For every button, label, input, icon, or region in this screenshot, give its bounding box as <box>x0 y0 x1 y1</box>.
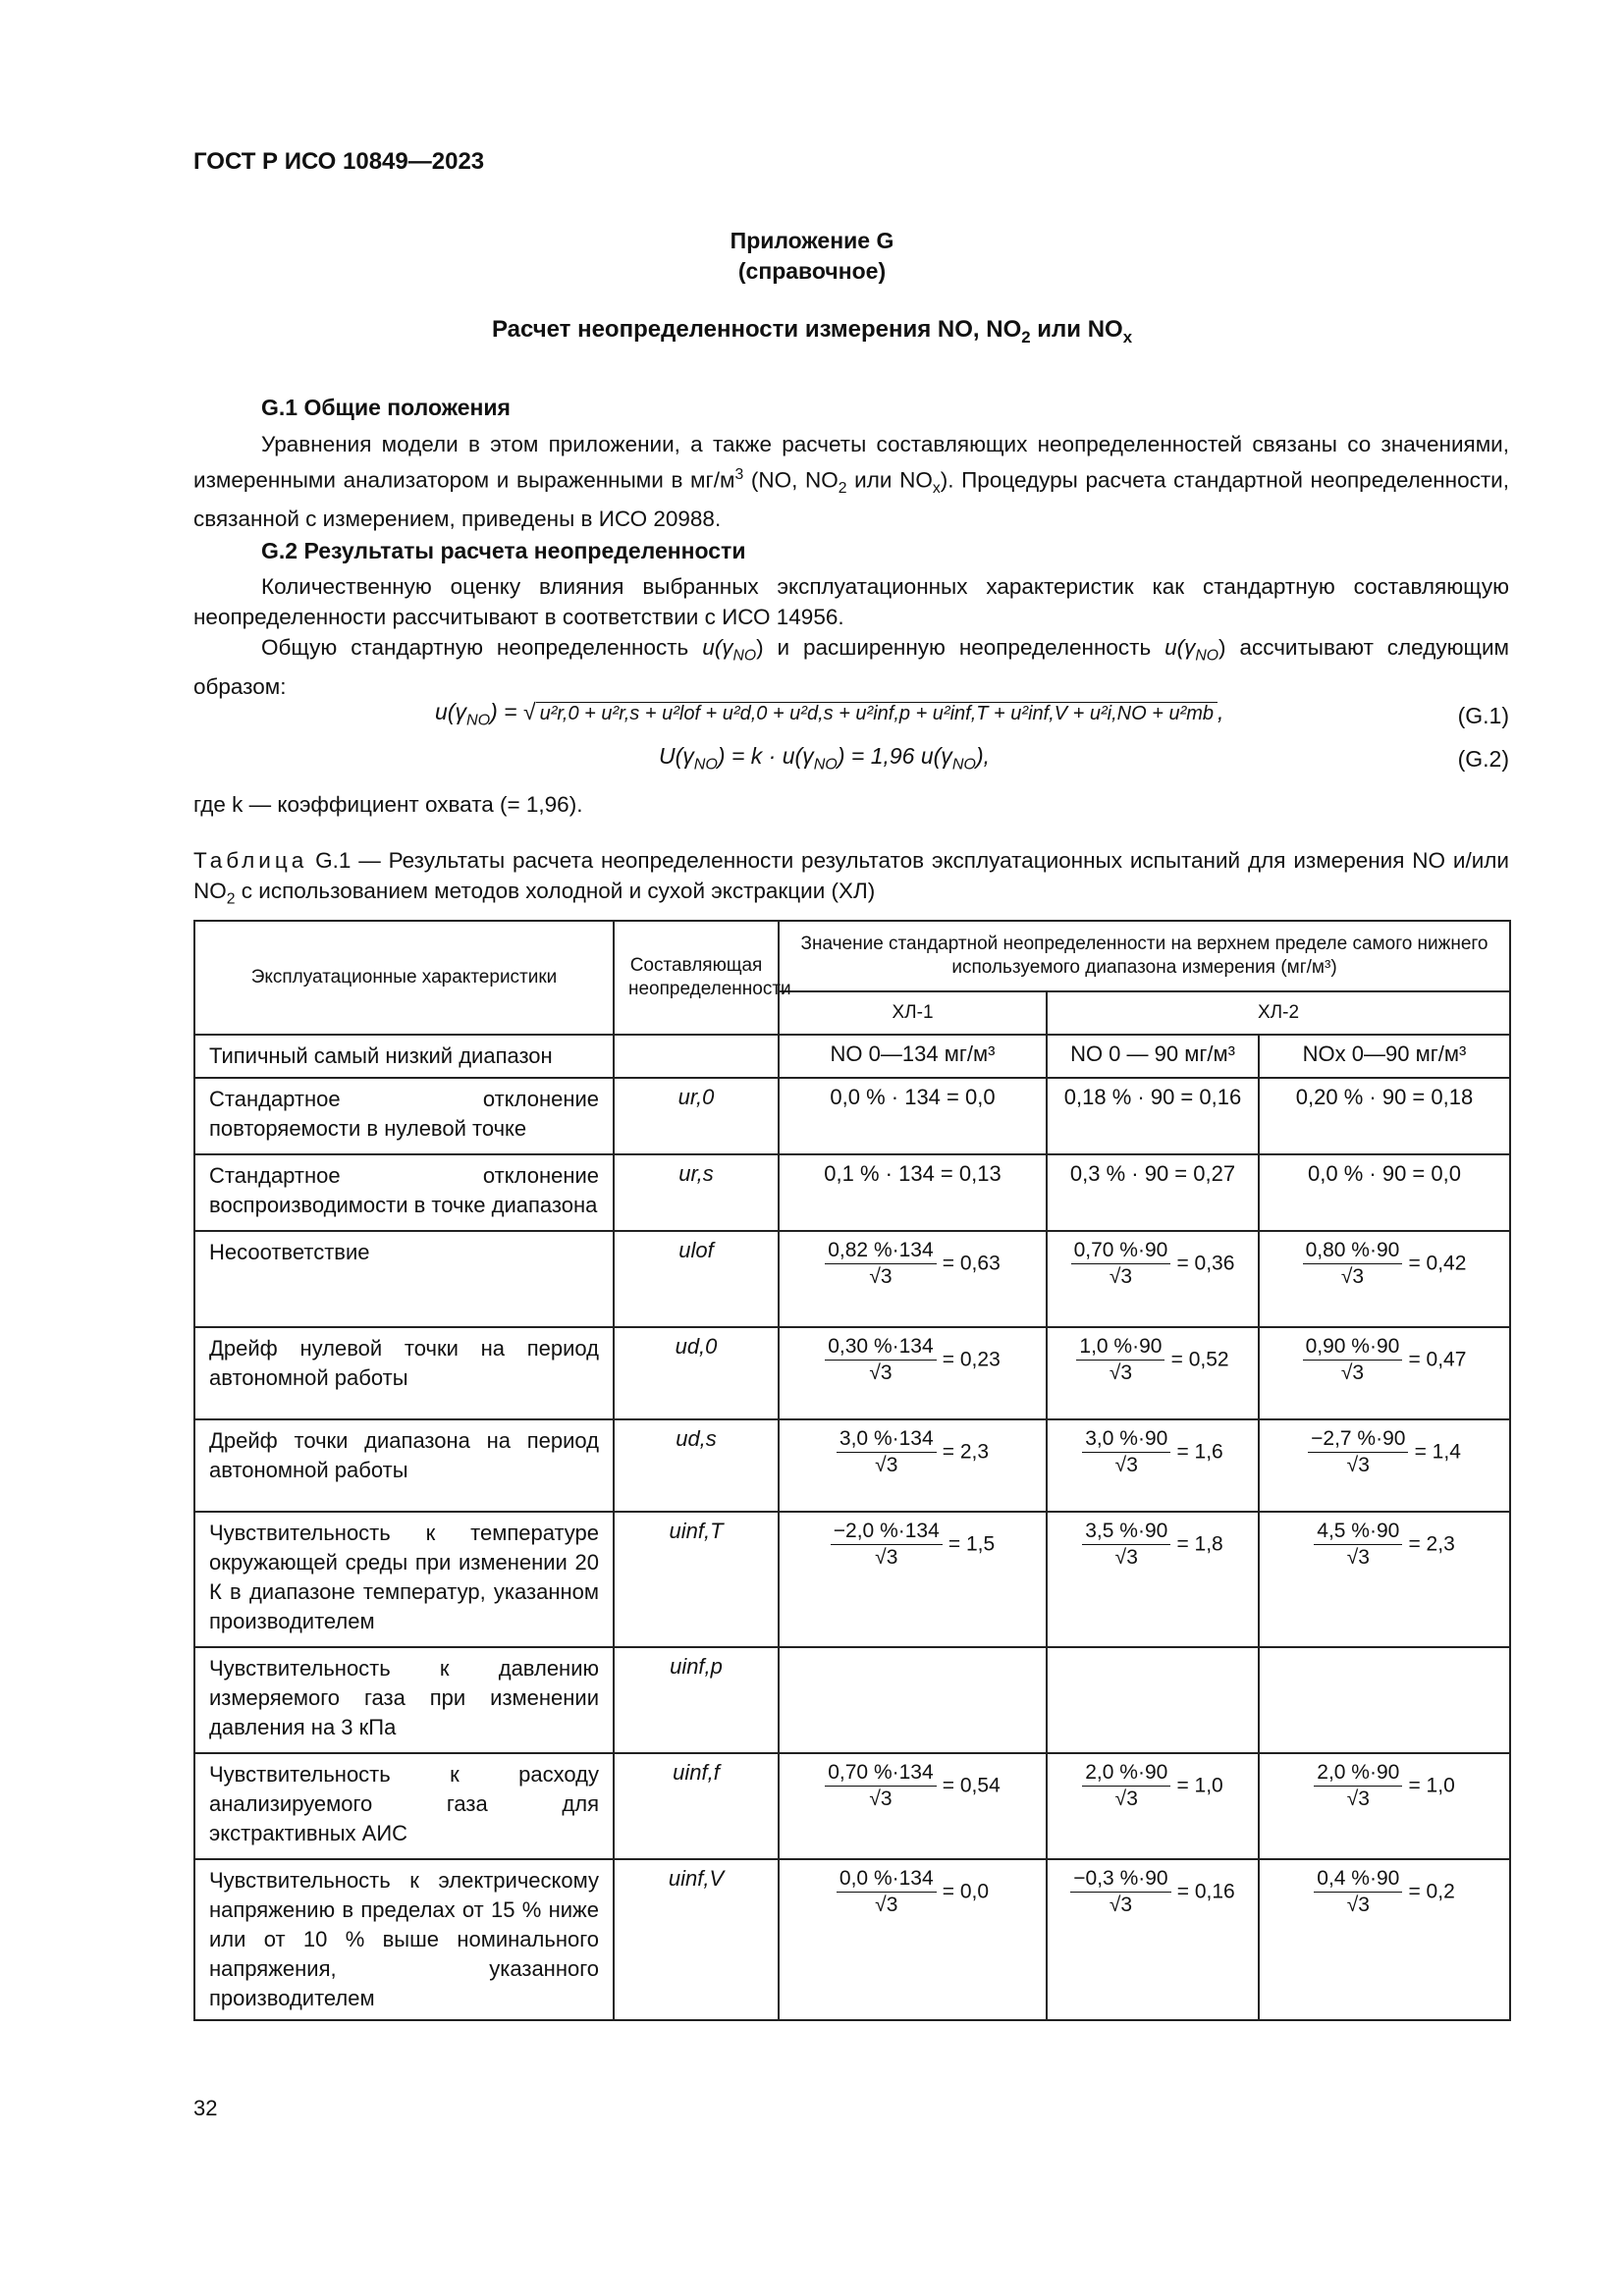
g2-d: ), <box>975 743 991 769</box>
row-component: ud,s <box>614 1419 779 1512</box>
results-table <box>193 920 1511 2021</box>
fraction <box>1308 1426 1408 1478</box>
caption-sub: 2 <box>226 890 236 908</box>
range-xl2-no: NO 0 — 90 мг/м³ <box>1047 1035 1259 1078</box>
row-value-1 <box>779 1231 1047 1327</box>
formula-g2 <box>659 743 990 774</box>
fraction <box>1314 1519 1402 1571</box>
row-characteristic: Стандартное отклонение воспроизводимости в точке диапазона <box>194 1154 614 1231</box>
table-row <box>194 1154 1510 1231</box>
row-value-3 <box>1259 1231 1510 1327</box>
row-component: uinf,p <box>614 1647 779 1753</box>
title-sub-x: x <box>1122 327 1133 347</box>
row-component: uinf,V <box>614 1859 779 2020</box>
fraction <box>837 1426 937 1478</box>
fraction <box>1070 1866 1170 1918</box>
formula-g1 <box>435 699 1223 730</box>
section-g2-heading: G.2 Результаты расчета неопределенности <box>261 538 746 563</box>
fraction-numerator: 3,0 %·134 <box>837 1426 937 1453</box>
fraction <box>1082 1519 1170 1571</box>
row-value-2: 0,3 % · 90 = 0,27 <box>1047 1154 1259 1231</box>
fraction-numerator: −2,7 %·90 <box>1308 1426 1408 1453</box>
row-value-3: 0,0 % · 90 = 0,0 <box>1259 1154 1510 1231</box>
g2-a: U(γ <box>659 743 694 769</box>
appendix-heading <box>0 226 1624 287</box>
section-g1-heading: G.1 Общие положения <box>261 395 511 420</box>
fraction-result: = 0,54 <box>942 1774 1001 1797</box>
row-value-2 <box>1047 1512 1259 1647</box>
g2-sub3: NO <box>951 755 976 774</box>
fraction-numerator: 0,80 %·90 <box>1303 1238 1403 1264</box>
header-xl2: ХЛ-2 <box>1047 991 1510 1035</box>
fraction-result: = 0,0 <box>942 1880 990 1903</box>
appendix-label: Приложение G <box>730 228 894 253</box>
fraction-denominator-sqrt3: √3 <box>869 1788 893 1810</box>
main-title <box>0 316 1624 347</box>
fraction-result: = 1,0 <box>1176 1774 1223 1797</box>
title-text-b: или NO <box>1030 316 1123 343</box>
g2-sub2: NO <box>813 755 838 774</box>
fraction-numerator: 0,70 %·90 <box>1071 1238 1171 1264</box>
fraction-numerator: 1,0 %·90 <box>1076 1334 1164 1361</box>
fraction <box>1082 1426 1170 1478</box>
appendix-kind: (справочное) <box>737 258 887 284</box>
row-value-2 <box>1047 1753 1259 1859</box>
fraction-result: = 0,2 <box>1408 1880 1455 1903</box>
table-row <box>194 1859 1510 2020</box>
fraction <box>1314 1866 1402 1918</box>
row-value-1 <box>779 1512 1047 1647</box>
g1-sub-2: 2 <box>838 480 847 497</box>
fraction-numerator: −0,3 %·90 <box>1070 1866 1170 1893</box>
title-text-a: Расчет неопределенности измерения NO, NO <box>491 316 1022 343</box>
fraction <box>1076 1334 1164 1386</box>
fraction-denominator-sqrt3: √3 <box>1340 1265 1365 1288</box>
row-value-2 <box>1047 1647 1259 1753</box>
section-g1-text <box>193 429 1509 534</box>
g1-close: ) = <box>490 699 523 724</box>
fraction-numerator: 0,90 %·90 <box>1303 1334 1403 1361</box>
table-row-range <box>194 1035 1510 1078</box>
fraction-result: = 0,63 <box>942 1252 1001 1275</box>
fraction-denominator-sqrt3: √3 <box>1114 1788 1138 1810</box>
g1-sub-x: x <box>932 480 941 497</box>
fraction-denominator-sqrt3: √3 <box>1340 1362 1365 1384</box>
row-characteristic: Чувствительность к электрическому напряжению в пределах от 15 % ниже или от 10 % выше номинального напряжения, указанного производителем <box>194 1859 614 2020</box>
fraction-numerator: 0,82 %·134 <box>825 1238 936 1264</box>
row-value-2 <box>1047 1327 1259 1419</box>
fraction-result: = 1,6 <box>1176 1440 1223 1464</box>
row-value-1 <box>779 1753 1047 1859</box>
row-value-1 <box>779 1647 1047 1753</box>
fraction-result: = 1,4 <box>1414 1440 1461 1464</box>
row-value-1 <box>779 1859 1047 2020</box>
g1-text-d: ). Процедуры расчета стандартной неопределенности, связанной с измерением, приведены в ИСО 20988. <box>193 467 1509 531</box>
row-value-3 <box>1259 1647 1510 1753</box>
fraction-denominator-sqrt3: √3 <box>1346 1546 1370 1569</box>
g1-terms: u²r,0 + u²r,s + u²lof + u²d,0 + u²d,s + u²inf,p + u²inf,T + u²inf,V + u²i,NO + u²mb <box>536 702 1218 724</box>
fraction-denominator-sqrt3: √3 <box>875 1894 898 1916</box>
fraction <box>825 1238 936 1290</box>
table-row <box>194 1078 1510 1154</box>
header-value: Значение стандартной неопределенности на верхнем пределе самого нижнего используемого диапазона измерения (мг/м³) <box>779 921 1510 991</box>
row-component: ulof <box>614 1231 779 1327</box>
range-xl2-nox: NOx 0—90 мг/м³ <box>1259 1035 1510 1078</box>
g2-p2-u2: u(γ <box>1164 635 1196 660</box>
g2-p2-no1: NO <box>732 647 757 665</box>
row-value-3 <box>1259 1512 1510 1647</box>
fraction-denominator-sqrt3: √3 <box>875 1546 898 1569</box>
row-value-3 <box>1259 1753 1510 1859</box>
g1-sup-3: 3 <box>734 466 744 483</box>
fraction <box>825 1760 936 1812</box>
section-g2-p2 <box>193 632 1509 702</box>
g2-p2-b: ) и расширенную неопределенность <box>756 635 1165 660</box>
row-value-2: 0,18 % · 90 = 0,16 <box>1047 1078 1259 1154</box>
fraction-result: = 1,8 <box>1176 1532 1223 1556</box>
fraction-numerator: 3,0 %·90 <box>1082 1426 1170 1453</box>
row-characteristic: Чувствительность к температуре окружающей среды при изменении 20 К в диапазоне температур, указанном производителем <box>194 1512 614 1647</box>
fraction <box>1082 1760 1170 1812</box>
caption-text-b: с использованием методов холодной и сухой экстракции (ХЛ) <box>235 879 876 903</box>
fraction-result: = 0,47 <box>1408 1348 1467 1371</box>
row-component: ur,s <box>614 1154 779 1231</box>
fraction-numerator: 0,70 %·134 <box>825 1760 936 1787</box>
fraction-result: = 0,42 <box>1408 1252 1467 1275</box>
g2-p2-a: Общую стандартную неопределенность <box>261 635 703 660</box>
g2-b: ) = k · u(γ <box>717 743 814 769</box>
fraction-numerator: 2,0 %·90 <box>1082 1760 1170 1787</box>
caption-text-a: G.1 — Результаты расчета неопределенности результатов эксплуатационных испытаний для измерения NO и/или NO <box>193 848 1509 903</box>
row-characteristic: Дрейф точки диапазона на период автономной работы <box>194 1419 614 1512</box>
fraction-denominator-sqrt3: √3 <box>1346 1894 1370 1916</box>
page-number: 32 <box>193 2096 218 2120</box>
fraction-denominator-sqrt3: √3 <box>1346 1788 1370 1810</box>
fraction-result: = 2,3 <box>942 1440 990 1464</box>
fraction-numerator: 4,5 %·90 <box>1314 1519 1402 1545</box>
range-label: Типичный самый низкий диапазон <box>194 1035 614 1078</box>
g2-p1-text: Количественную оценку влияния выбранных эксплуатационных характеристик как стандартную составляющую неопределенности рассчитывают в соответствии с ИСО 14956. <box>193 574 1509 629</box>
g1-text-a: Уравнения модели в этом приложении, а также расчеты составляющих неопределенностей связаны со значениями, измеренными анализатором и выраженными в мг/м <box>193 432 1509 493</box>
g1-lhs-sub: NO <box>465 711 491 729</box>
fraction-result: = 0,16 <box>1176 1880 1235 1903</box>
standard-header: ГОСТ Р ИСО 10849—2023 <box>193 148 485 175</box>
table-caption <box>193 845 1509 915</box>
row-value-2 <box>1047 1231 1259 1327</box>
row-characteristic: Стандартное отклонение повторяемости в нулевой точке <box>194 1078 614 1154</box>
fraction <box>1314 1760 1402 1812</box>
row-value-3: 0,20 % · 90 = 0,18 <box>1259 1078 1510 1154</box>
g1-text-c: или NO <box>846 467 933 493</box>
row-value-1 <box>779 1327 1047 1419</box>
fraction-result: = 0,36 <box>1176 1252 1235 1275</box>
fraction <box>1303 1238 1403 1290</box>
fraction-denominator-sqrt3: √3 <box>1346 1454 1370 1476</box>
fraction-result: = 2,3 <box>1408 1532 1455 1556</box>
row-value-3 <box>1259 1327 1510 1419</box>
fraction-denominator-sqrt3: √3 <box>869 1362 893 1384</box>
fraction-denominator-sqrt3: √3 <box>875 1454 898 1476</box>
row-component: uinf,f <box>614 1753 779 1859</box>
table-row <box>194 1647 1510 1753</box>
row-value-1: 0,1 % · 134 = 0,13 <box>779 1154 1047 1231</box>
table-row <box>194 1327 1510 1419</box>
formula-g1-number: (G.1) <box>1457 703 1509 728</box>
range-comp-empty <box>614 1035 779 1078</box>
row-component: ur,0 <box>614 1078 779 1154</box>
fraction-result: = 1,5 <box>947 1532 996 1556</box>
g2-p2-no2: NO <box>1195 647 1219 665</box>
row-value-2 <box>1047 1419 1259 1512</box>
fraction-denominator-sqrt3: √3 <box>1109 1894 1133 1916</box>
fraction <box>1303 1334 1403 1386</box>
sqrt-icon: √ <box>522 699 536 724</box>
g2-p2-u1: u(γ <box>702 635 733 660</box>
table-row <box>194 1753 1510 1859</box>
row-value-1: 0,0 % · 134 = 0,0 <box>779 1078 1047 1154</box>
formula-g2-number: (G.2) <box>1457 746 1509 772</box>
title-sub-2: 2 <box>1021 327 1031 347</box>
header-component: Составляющая неопределенности <box>614 921 779 1035</box>
table-row <box>194 1512 1510 1647</box>
fraction-numerator: 0,30 %·134 <box>825 1334 936 1361</box>
fraction-numerator: 0,0 %·134 <box>837 1866 937 1893</box>
header-xl1: ХЛ-1 <box>779 991 1047 1035</box>
row-component: uinf,T <box>614 1512 779 1647</box>
fraction-numerator: 0,4 %·90 <box>1314 1866 1402 1893</box>
fraction <box>831 1519 943 1571</box>
fraction-denominator-sqrt3: √3 <box>1109 1362 1133 1384</box>
row-characteristic: Чувствительность к расходу анализируемого газа для экстрактивных АИС <box>194 1753 614 1859</box>
table-row <box>194 1231 1510 1327</box>
table-row <box>194 1419 1510 1512</box>
section-g2-p1 <box>193 571 1509 632</box>
g2-p2-c: ) ассчитывают следующим образом: <box>193 635 1510 699</box>
row-characteristic: Чувствительность к давлению измеряемого газа при изменении давления на 3 кПа <box>194 1647 614 1753</box>
row-value-3 <box>1259 1419 1510 1512</box>
fraction-denominator-sqrt3: √3 <box>1114 1454 1138 1476</box>
fraction-result: = 0,52 <box>1170 1348 1229 1371</box>
caption-label: Таблица <box>193 848 308 873</box>
fraction-result: = 0,23 <box>942 1348 1001 1371</box>
g2-sub1: NO <box>693 755 718 774</box>
fraction <box>837 1866 937 1918</box>
g1-comma: , <box>1218 699 1224 724</box>
fraction-result: = 1,0 <box>1408 1774 1455 1797</box>
row-value-2 <box>1047 1859 1259 2020</box>
where-clause: где k — коэффициент охвата (= 1,96). <box>193 792 583 817</box>
fraction <box>825 1334 936 1386</box>
g2-c: ) = 1,96 u(γ <box>837 743 952 769</box>
fraction-denominator-sqrt3: √3 <box>869 1265 893 1288</box>
fraction-denominator-sqrt3: √3 <box>1109 1265 1133 1288</box>
fraction <box>1071 1238 1171 1290</box>
row-characteristic: Дрейф нулевой точки на период автономной работы <box>194 1327 614 1419</box>
fraction-numerator: −2,0 %·134 <box>831 1519 943 1545</box>
fraction-numerator: 3,5 %·90 <box>1082 1519 1170 1545</box>
fraction-numerator: 2,0 %·90 <box>1314 1760 1402 1787</box>
row-component: ud,0 <box>614 1327 779 1419</box>
fraction-denominator-sqrt3: √3 <box>1114 1546 1138 1569</box>
row-characteristic: Несоответствие <box>194 1231 614 1327</box>
g1-text-b: (NO, NO <box>743 467 839 493</box>
row-value-3 <box>1259 1859 1510 2020</box>
header-characteristics: Эксплуатационные характеристики <box>194 921 614 1035</box>
range-xl1: NO 0—134 мг/м³ <box>779 1035 1047 1078</box>
g1-lhs: u(γ <box>435 699 466 724</box>
row-value-1 <box>779 1419 1047 1512</box>
